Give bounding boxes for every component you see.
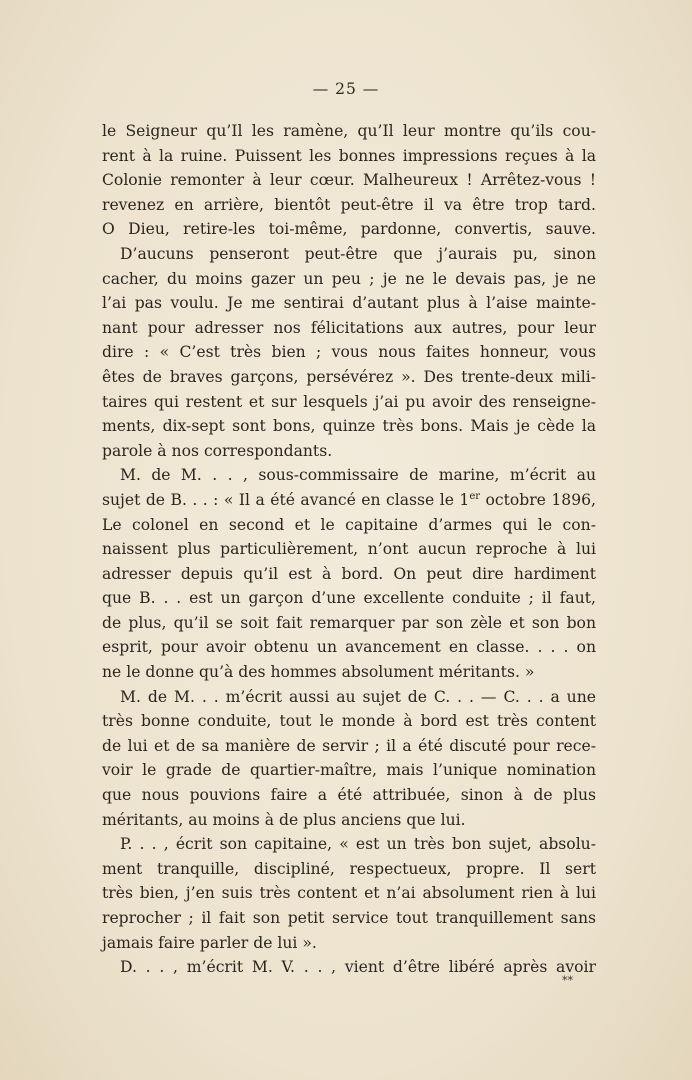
text-line: reprocher ; il fait son petit service tout tranquillement sans	[102, 909, 596, 927]
text-line: très bien, j’en suis très content et n’ai absolument rien à lui	[102, 884, 596, 903]
text-segment: sujet de B. . . : « Il a été avancé en classe le 1	[102, 490, 470, 509]
text-line: l’ai pas voulu. Je me sentirai d’autant plus à l’aise mainte-	[102, 294, 596, 313]
text-line: M. de M. . . m’écrit aussi au sujet de C. . . — C. . . a une	[120, 687, 596, 706]
text-line: O Dieu, retire-les toi-même, pardonne, convertis, sauve.	[102, 220, 596, 239]
text-line: esprit, pour avoir obtenu un avancement en classe. . . . on	[102, 638, 596, 657]
text-line: de plus, qu’il se soit fait remarquer par son zèle et son bon	[102, 613, 596, 632]
text-line	[102, 488, 596, 513]
text-line: que nous pouvions faire a été attribuée, sinon à de plus	[102, 786, 596, 805]
text-line: M. de M. . . , sous-commissaire de marine, m’écrit au	[120, 466, 596, 485]
text-segment: octobre 1896,	[480, 490, 597, 509]
text-line: adresser depuis qu’il est à bord. On peut dire hardiment	[102, 564, 596, 583]
text-line: revenez en arrière, bientôt peut-être il va être trop tard.	[102, 195, 596, 214]
text-line: naissent plus particulièrement, n’ont aucun reproche à lui	[102, 540, 596, 559]
text-line: ments, dix-sept sont bons, quinze très bons. Mais je cède la	[102, 417, 596, 436]
text-line: dire : « C’est très bien ; vous nous faites honneur, vous	[102, 343, 596, 362]
text-line: D’aucuns penseront peut-être que j’aurais pu, sinon	[120, 244, 596, 263]
signature-mark: **	[562, 974, 573, 987]
text-line: cacher, du moins gazer un peu ; je ne le devais pas, je ne	[102, 269, 596, 288]
body-text	[102, 119, 596, 980]
text-line: ne le donne qu’à des hommes absolument méritants. »	[102, 663, 535, 682]
text-line: êtes de braves garçons, persévérez ». Des trente-deux mili-	[102, 367, 596, 386]
text-line: Le colonel en second et le capitaine d’armes qui le con-	[102, 515, 596, 534]
superscript: er	[469, 490, 481, 502]
text-line: nant pour adresser nos félicitations aux autres, pour leur	[102, 318, 596, 337]
text-line: P. . . , écrit son capitaine, « est un très bon sujet, absolu-	[120, 835, 596, 854]
text-line: ment tranquille, discipliné, respectueux, propre. Il sert	[102, 859, 596, 878]
text-line: le Seigneur qu’Il les ramène, qu’Il leur montre qu’ils cou-	[102, 122, 596, 140]
text-line: très bonne conduite, tout le monde à bord est très content	[102, 712, 596, 731]
text-line: Colonie remonter à leur cœur. Malheureux ! Arrêtez-vous !	[102, 171, 596, 190]
text-line: méritants, au moins à de plus anciens que lui.	[102, 810, 466, 829]
text-line: voir le grade de quartier-maître, mais l’unique nomination	[102, 761, 596, 780]
text-line: parole à nos correspondants.	[102, 441, 333, 460]
text-line: jamais faire parler de lui ».	[102, 933, 317, 952]
text-line: D. . . , m’écrit M. V. . . , vient d’être libéré après avoir	[120, 958, 596, 977]
text-line: que B. . . est un garçon d’une excellente conduite ; il faut,	[102, 589, 596, 608]
text-line: taires qui restent et sur lesquels j’ai pu avoir des renseigne-	[102, 392, 596, 411]
text-line: rent à la ruine. Puissent les bonnes impressions reçues à la	[102, 146, 596, 165]
text-line: de lui et de sa manière de servir ; il a été discuté pour rece-	[102, 736, 596, 755]
page-number: — 25 —	[312, 80, 380, 98]
